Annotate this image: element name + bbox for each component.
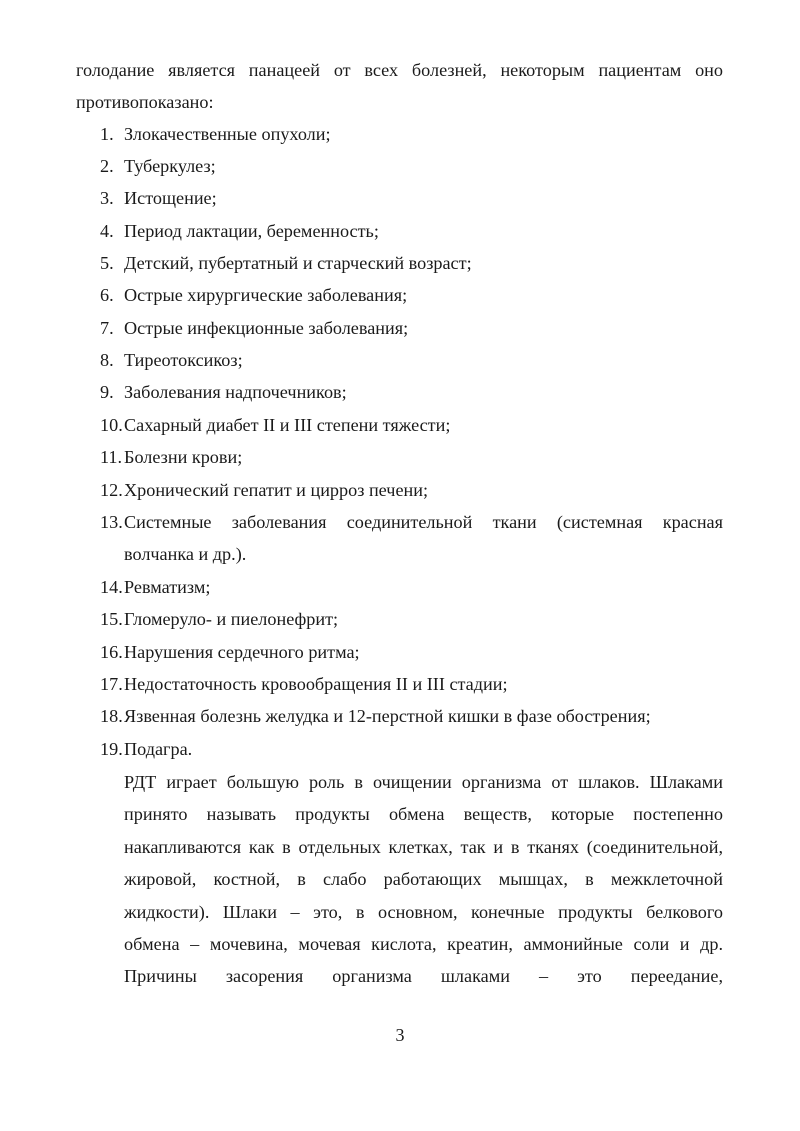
list-item-number: 13. <box>100 512 123 532</box>
list-item-text: Хронический гепатит и цирроз печени; <box>124 480 429 500</box>
list-item-text: Системные заболевания соединительной ткани (системная красная <box>124 512 723 532</box>
list-item-number: 11. <box>100 447 123 467</box>
list-item <box>0 642 800 664</box>
list-item-continuation: волчанка и др.). <box>124 544 247 564</box>
list-item-text: Ревматизм; <box>124 577 211 597</box>
list-item-text: Нарушения сердечного ритма; <box>124 642 360 662</box>
list-item <box>0 512 800 534</box>
list-item-text: Острые хирургические заболевания; <box>124 285 408 305</box>
paragraph-line: Причины засорения организма шлаками – это переедание, <box>124 966 723 986</box>
list-item <box>0 674 800 696</box>
list-item-number: 17. <box>100 674 123 694</box>
list-item-number: 16. <box>100 642 123 662</box>
paragraph-line: жировой, костной, в слабо работающих мышцах, в межклеточной <box>124 869 723 889</box>
list-item-number: 6. <box>100 285 114 305</box>
list-item <box>0 285 800 307</box>
list-item <box>0 577 800 599</box>
page-number: 3 <box>395 1025 405 1045</box>
list-item-text: Заболевания надпочечников; <box>124 382 347 402</box>
list-item <box>0 253 800 275</box>
list-item-number: 5. <box>100 253 114 273</box>
list-item-text: Сахарный диабет II и III степени тяжести; <box>124 415 451 435</box>
list-item-text: Истощение; <box>124 188 217 208</box>
list-item-number: 2. <box>100 156 114 176</box>
list-item-text: Недостаточность кровообращения II и III стадии; <box>124 674 508 694</box>
list-item-text: Туберкулез; <box>124 156 216 176</box>
list-item-text: Гломеруло- и пиелонефрит; <box>124 609 339 629</box>
paragraph-line: накапливаются как в отдельных клетках, так и в тканях (соединительной, <box>124 837 723 857</box>
list-item <box>0 382 800 404</box>
paragraph-line: РДТ играет большую роль в очищении организма от шлаков. Шлаками <box>124 772 723 792</box>
paragraph-line: принято называть продукты обмена веществ, которые постепенно <box>124 804 723 824</box>
list-item-text: Язвенная болезнь желудка и 12-перстной кишки в фазе обострения; <box>124 706 651 726</box>
list-item-number: 10. <box>100 415 123 435</box>
list-item <box>0 609 800 631</box>
paragraph-line: обмена – мочевина, мочевая кислота, креатин, аммонийные соли и др. <box>124 934 723 954</box>
list-item <box>0 447 800 469</box>
list-item-number: 19. <box>100 739 123 759</box>
list-item-text: Подагра. <box>124 739 193 759</box>
list-item-text: Острые инфекционные заболевания; <box>124 318 409 338</box>
list-item-text: Период лактации, беременность; <box>124 221 379 241</box>
list-item-text: Болезни крови; <box>124 447 243 467</box>
list-item <box>0 124 800 146</box>
list-item-text: Тиреотоксикоз; <box>124 350 243 370</box>
list-item-number: 12. <box>100 480 123 500</box>
list-item-number: 4. <box>100 221 114 241</box>
list-item-number: 3. <box>100 188 114 208</box>
list-item <box>0 350 800 372</box>
list-item-number: 14. <box>100 577 123 597</box>
list-item <box>0 318 800 340</box>
list-item-number: 7. <box>100 318 114 338</box>
list-item-text: Детский, пубертатный и старческий возраст; <box>124 253 472 273</box>
paragraph-line: жидкости). Шлаки – это, в основном, конечные продукты белкового <box>124 902 723 922</box>
list-item <box>0 156 800 178</box>
list-item <box>0 739 800 761</box>
intro-line-1: голодание является панацеей от всех болезней, некоторым пациентам оно <box>76 60 723 80</box>
list-item-number: 9. <box>100 382 114 402</box>
list-item <box>0 480 800 502</box>
list-item-text: Злокачественные опухоли; <box>124 124 331 144</box>
list-item-number: 18. <box>100 706 123 726</box>
list-item-number: 1. <box>100 124 114 144</box>
list-item <box>0 415 800 437</box>
list-item <box>0 188 800 210</box>
list-item <box>0 221 800 243</box>
list-item <box>0 706 800 728</box>
intro-line-2: противопоказано: <box>76 92 214 112</box>
list-item-number: 8. <box>100 350 114 370</box>
list-item-number: 15. <box>100 609 123 629</box>
